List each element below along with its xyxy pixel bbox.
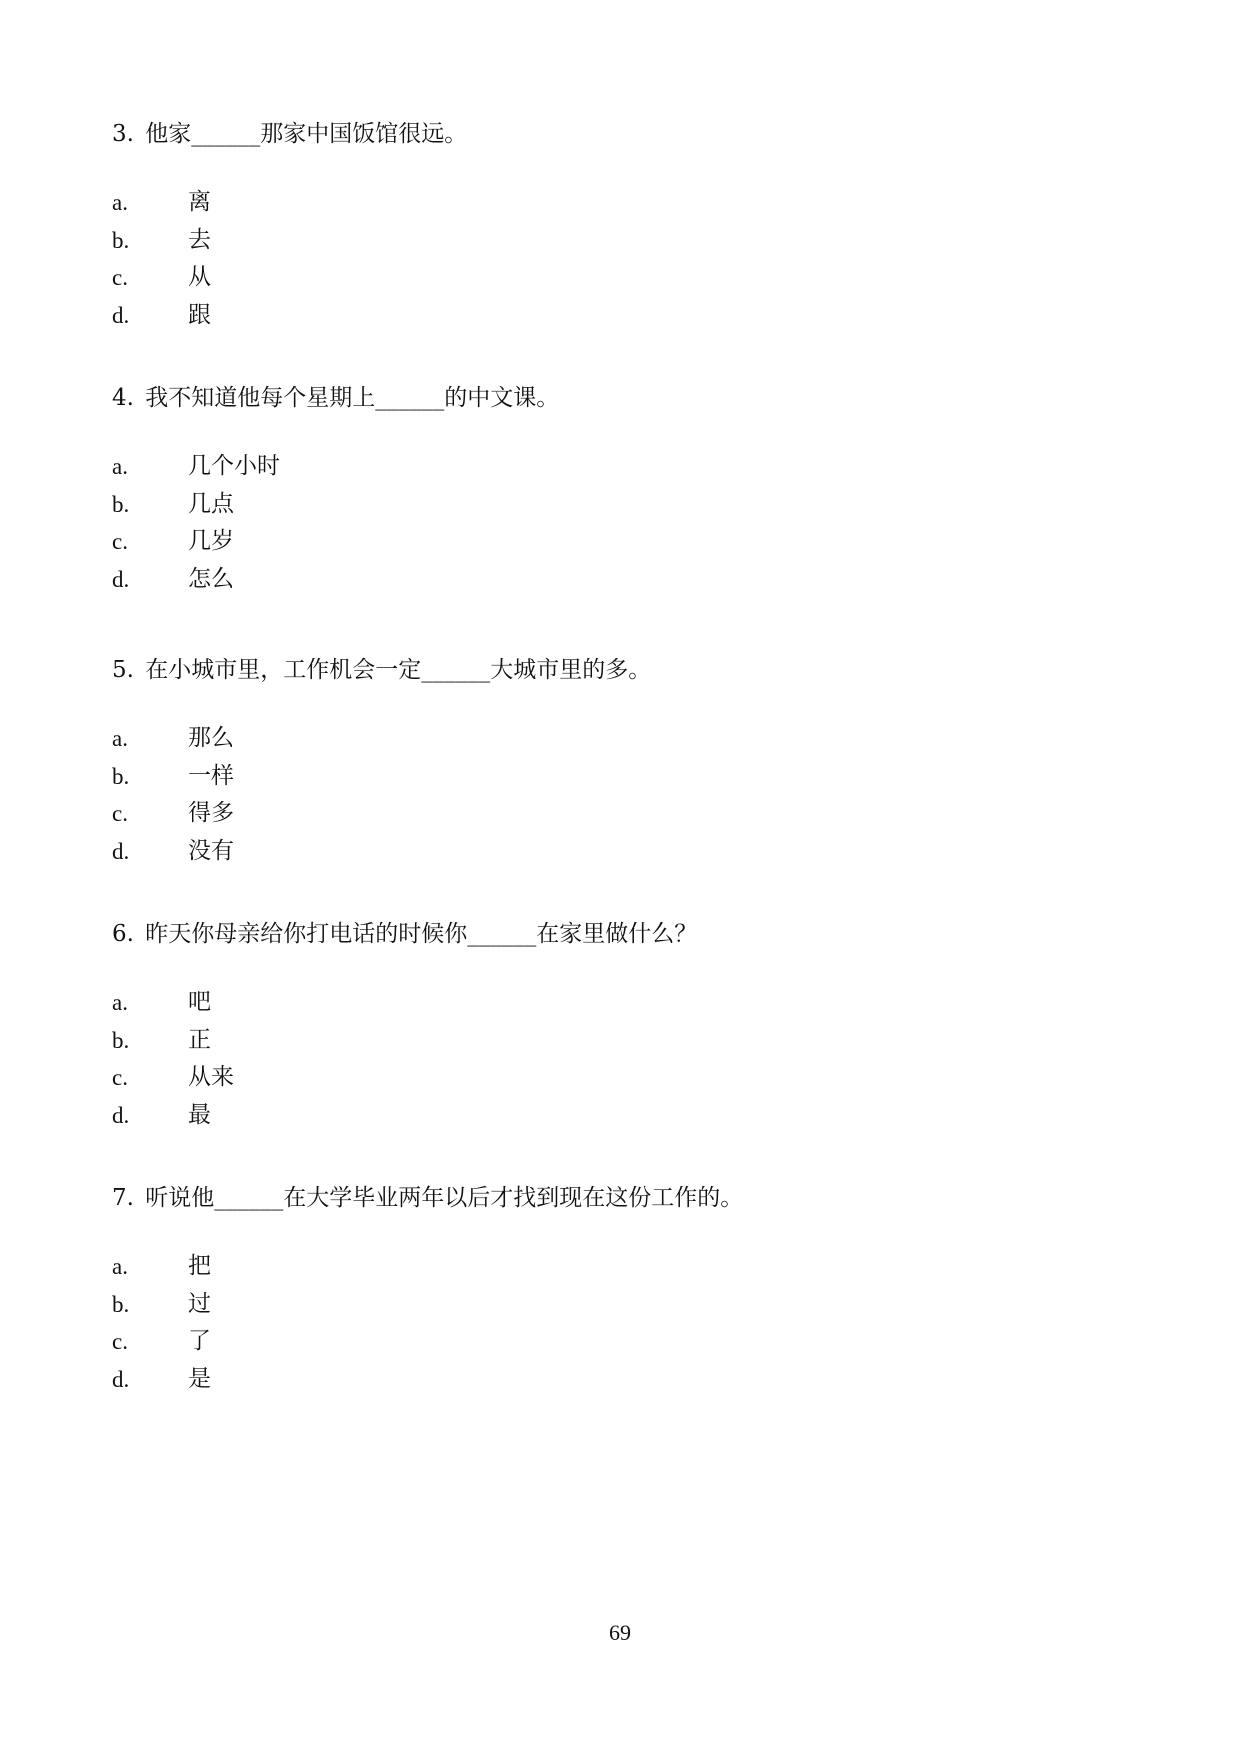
option-d [112,297,1132,335]
option-text: 是 [188,1365,211,1392]
question-stem [112,914,1132,954]
option-letter: b. [112,763,130,789]
option-text: 几点 [188,490,234,517]
option-text: 从来 [188,1064,234,1090]
option-a [112,184,1132,222]
option-text: 去 [188,226,211,253]
option-letter: d. [112,838,130,864]
option-text: 离 [188,189,211,215]
option-c [112,795,1132,833]
options-list [112,720,1132,870]
question-3 [112,114,1132,334]
question-6 [112,914,1132,1134]
question-stem [112,650,1132,690]
option-c [112,259,1132,297]
question-4 [112,378,1132,598]
option-text: 没有 [188,837,234,864]
question-number: 4. [112,385,134,411]
option-b [112,1022,1132,1060]
option-d [112,1097,1132,1135]
option-a [112,720,1132,758]
option-text: 了 [188,1328,211,1354]
option-text: 跟 [188,301,211,328]
option-text: 最 [188,1101,211,1128]
question-number: 6. [112,921,134,947]
option-letter: c. [112,265,128,290]
option-text: 几个小时 [188,453,280,479]
question-text: 他家______那家中国饭馆很远。 [145,121,468,147]
option-b [112,486,1132,524]
question-text: 我不知道他每个星期上______的中文课。 [145,385,560,411]
option-d [112,1361,1132,1399]
question-5 [112,650,1132,870]
option-letter: c. [112,1329,128,1354]
option-letter: b. [112,227,130,253]
option-text: 怎么 [188,565,234,592]
question-text: 听说他______在大学毕业两年以后才找到现在这份工作的。 [145,1185,744,1211]
option-c [112,523,1132,561]
question-7 [112,1178,1132,1398]
option-letter: a. [112,990,128,1015]
option-text: 正 [188,1026,211,1053]
options-list [112,448,1132,598]
question-stem [112,114,1132,154]
option-b [112,758,1132,796]
option-letter: d. [112,302,130,328]
option-text: 得多 [188,800,234,826]
option-text: 那么 [188,725,234,751]
option-letter: d. [112,1102,130,1128]
option-letter: d. [112,566,130,592]
option-b [112,222,1132,260]
option-text: 从 [188,264,211,290]
option-letter: b. [112,1291,130,1317]
options-list [112,1248,1132,1398]
option-letter: c. [112,801,128,826]
option-text: 一样 [188,762,234,789]
option-a [112,1248,1132,1286]
option-letter: a. [112,190,128,215]
option-text: 吧 [188,989,211,1015]
option-a [112,448,1132,486]
option-letter: b. [112,1027,130,1053]
question-number: 7. [112,1185,134,1211]
options-list [112,184,1132,334]
question-text: 昨天你母亲给你打电话的时候你______在家里做什么？ [145,921,698,947]
option-letter: c. [112,529,128,554]
question-number: 3. [112,121,134,147]
option-d [112,561,1132,599]
option-letter: c. [112,1065,128,1090]
option-letter: a. [112,454,128,479]
option-letter: a. [112,726,128,751]
option-text: 过 [188,1290,211,1317]
page-number: 69 [609,1620,631,1645]
question-stem [112,1178,1132,1218]
option-c [112,1059,1132,1097]
option-d [112,833,1132,871]
option-letter: a. [112,1254,128,1279]
option-letter: b. [112,491,130,517]
question-stem [112,378,1132,418]
option-a [112,984,1132,1022]
option-c [112,1323,1132,1361]
option-b [112,1286,1132,1324]
option-text: 几岁 [188,528,234,554]
question-number: 5. [112,657,134,683]
options-list [112,984,1132,1134]
question-text: 在小城市里，工作机会一定______大城市里的多。 [145,657,652,683]
option-text: 把 [188,1253,211,1279]
option-letter: d. [112,1366,130,1392]
